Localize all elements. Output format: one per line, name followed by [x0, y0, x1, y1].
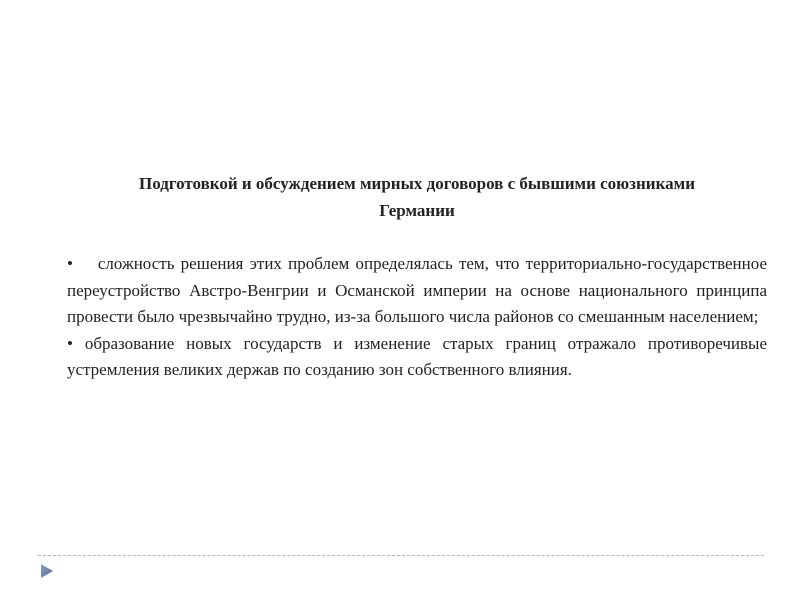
triangle-right-icon[interactable]: [40, 563, 54, 579]
bullet-marker: •: [67, 333, 73, 353]
bullet-item: [67, 251, 767, 331]
slide-content: [67, 170, 767, 384]
bullet-text: образование новых государств и изменение старых границ отражало противоречивые устремления великих держав по созданию зон собственного влияния.: [67, 333, 768, 379]
bullet-marker: •: [67, 254, 73, 273]
bullet-item: [67, 331, 767, 384]
bullet-text: сложность решения этих проблем определялась тем, что территориально-государственное переустройство Австро-Венгрии и Османской империи на основе национального принципа провести было чрезвычайно трудно, из-за большого числа районов со смешанным населением;: [67, 254, 768, 326]
slide-heading: Подготовкой и обсуждением мирных договоров с бывшими союзниками Германии: [138, 174, 696, 220]
footer-divider: [38, 555, 764, 556]
